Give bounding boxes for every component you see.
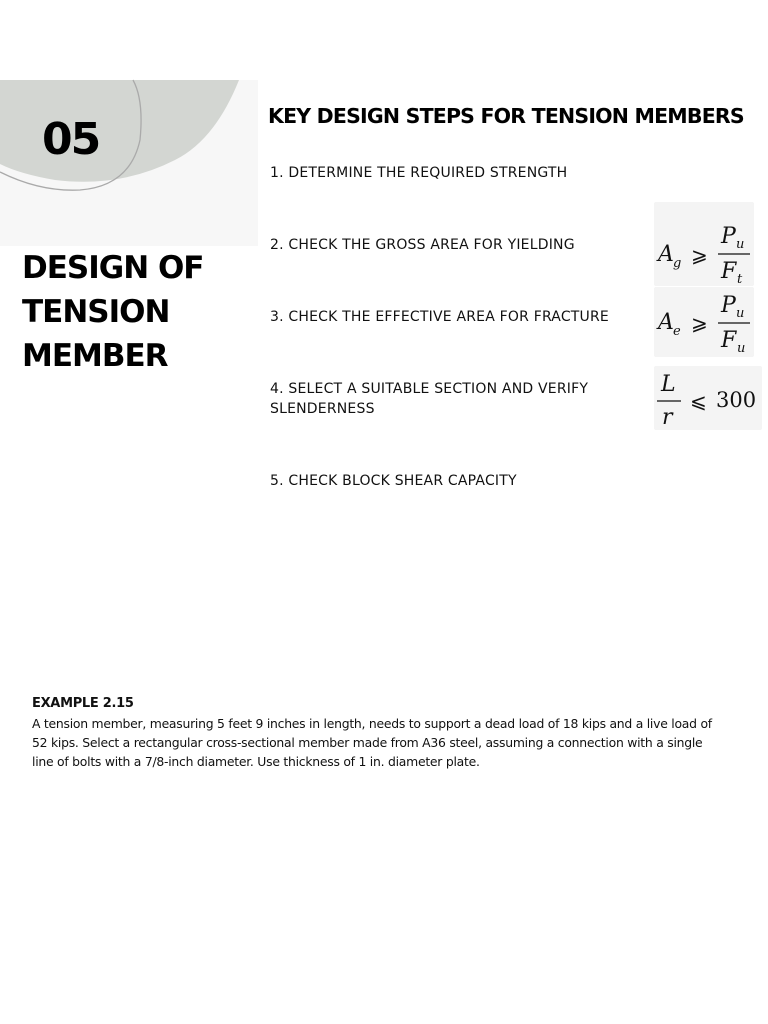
formula-operator: ⩾	[691, 243, 708, 267]
section-number: 05	[42, 114, 100, 165]
step-item-2: 2. CHECK THE GROSS AREA FOR YIELDING	[270, 237, 575, 253]
formula-numerator: P	[721, 224, 736, 249]
formula-denominator: r	[662, 405, 673, 430]
step-item-5: 5. CHECK BLOCK SHEAR CAPACITY	[270, 473, 517, 489]
formula-operator: ⩽	[690, 389, 707, 413]
step-item-4: 4. SELECT A SUITABLE SECTION AND VERIFY SLENDERNESS	[270, 381, 589, 417]
formula-numerator-sub: u	[736, 237, 745, 252]
step-item-1: 1. DETERMINE THE REQUIRED STRENGTH	[270, 165, 568, 181]
steps-heading: KEY DESIGN STEPS FOR TENSION MEMBERS	[268, 104, 744, 128]
formula-numerator: P	[721, 293, 736, 318]
formula-lhs-sub: g	[673, 256, 682, 271]
example-block	[32, 696, 712, 771]
example-title: EXAMPLE 2.15	[32, 696, 134, 711]
section-title-line: TENSION	[22, 294, 170, 330]
formula-lhs: A	[658, 310, 674, 335]
formula-denominator: F	[721, 259, 737, 284]
section-title-line: DESIGN OF	[22, 250, 204, 286]
formula-operator: ⩾	[691, 311, 708, 335]
formula-gross-area	[654, 202, 754, 286]
formula-lhs-sub: e	[673, 324, 681, 339]
formula-denominator-sub: t	[737, 272, 743, 286]
formula-denominator: F	[721, 328, 737, 353]
formula-lhs: A	[658, 242, 674, 267]
formula-numerator: L	[661, 372, 676, 397]
section-title-line: MEMBER	[22, 338, 168, 374]
formula-denominator-sub: u	[737, 341, 746, 356]
formula-slenderness	[654, 366, 762, 430]
section-title	[22, 246, 252, 378]
formula-numerator-sub: u	[736, 306, 745, 321]
step-item-3: 3. CHECK THE EFFECTIVE AREA FOR FRACTURE	[270, 309, 609, 325]
formula-effective-area	[654, 287, 754, 357]
formula-rhs: 300	[716, 388, 757, 412]
example-body: A tension member, measuring 5 feet 9 inches in length, needs to support a dead load of 18 kips and a live load of 52 kips. Select a rectangular cross-sectional member made from A36 steel, assuming a connection with a single line of bolts with a 7/8-inch diameter. Use thickness of 1 in. diameter plate.	[32, 716, 712, 769]
